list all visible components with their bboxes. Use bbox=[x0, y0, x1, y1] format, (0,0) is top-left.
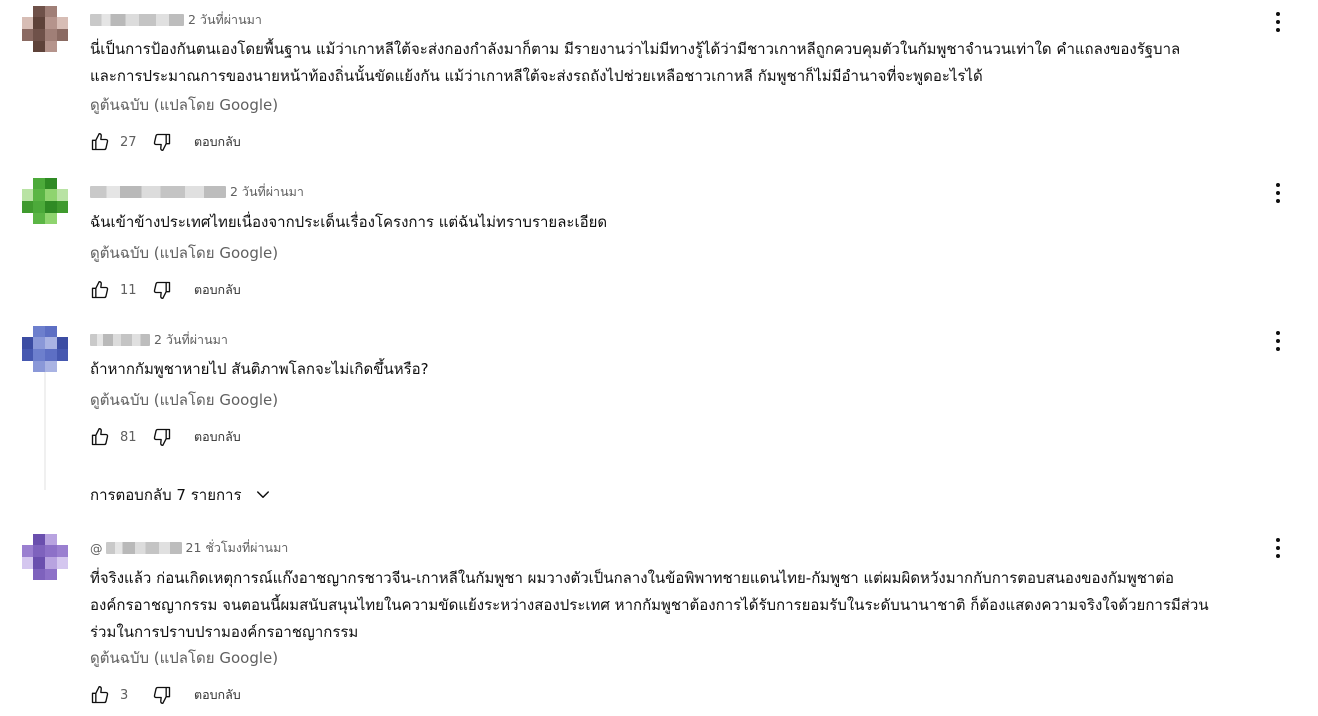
comment-timestamp[interactable]: 2 วันที่ผ่านมา bbox=[230, 184, 304, 199]
comment-text bbox=[90, 565, 1209, 646]
author-name-blurred[interactable] bbox=[106, 542, 182, 554]
comment-text-line: นี่เป็นการป้องกันตนเองโดยพื้นฐาน แม้ว่าเกาหลีใต้จะส่งกองกำลังมาก็ตาม มีรายงานว่าไม่มีทางรู้ได้ว่ามีชาวเกาหลีถูกควบคุมตัวในกัมพูชาจำนวนเท่าใด คำแถลงของรัฐบาล bbox=[90, 40, 1181, 58]
comment-actions bbox=[90, 131, 241, 153]
replies-count-label: การตอบกลับ 7 รายการ bbox=[90, 486, 242, 504]
reply-button[interactable]: ตอบกลับ bbox=[194, 687, 241, 702]
avatar[interactable] bbox=[22, 326, 68, 372]
comment-text bbox=[90, 356, 429, 383]
thumbs-up-icon[interactable] bbox=[90, 280, 110, 300]
reply-button[interactable]: ตอบกลับ bbox=[194, 134, 241, 149]
author-name-blurred[interactable] bbox=[90, 186, 226, 198]
like-count: 27 bbox=[120, 134, 137, 150]
comment-timestamp[interactable]: 2 วันที่ผ่านมา bbox=[154, 332, 228, 347]
avatar[interactable] bbox=[22, 534, 68, 580]
thumbs-down-icon[interactable] bbox=[152, 685, 172, 705]
thumbs-up-icon[interactable] bbox=[90, 132, 110, 152]
thumbs-up-icon[interactable] bbox=[90, 685, 110, 705]
comment-text-line: ที่จริงแล้ว ก่อนเกิดเหตุการณ์แก๊งอาชญากรชาวจีน-เกาหลีในกัมพูชา ผมวางตัวเป็นกลางในข้อพิพาทชายแดนไทย-กัมพูชา แต่ผมผิดหวังมากกับการตอบสนองของกัมพูชาต่อ bbox=[90, 569, 1175, 587]
comment-timestamp[interactable]: 21 ชั่วโมงที่ผ่านมา bbox=[185, 540, 289, 555]
thread-line bbox=[44, 372, 46, 490]
thumbs-down-icon[interactable] bbox=[152, 132, 172, 152]
like-count: 81 bbox=[120, 429, 137, 445]
thumbs-down-icon[interactable] bbox=[152, 280, 172, 300]
like-count: 11 bbox=[120, 282, 137, 298]
comment-header bbox=[90, 11, 262, 29]
comment-text-line: ถ้าหากกัมพูชาหายไป สันติภาพโลกจะไม่เกิดขึ้นหรือ? bbox=[90, 360, 429, 378]
more-vert-icon[interactable] bbox=[1268, 10, 1288, 34]
reply-button[interactable]: ตอบกลับ bbox=[194, 282, 241, 297]
comment-text-line: องค์กรอาชญากรรม จนตอนนี้ผมสนับสนุนไทยในความขัดแย้งระหว่างสองประเทศ หากกัมพูชาต้องการได้รับการยอมรับในระดับนานาชาติ ก็ต้องแสดงความจริงใจด้วยการมีส่วน bbox=[90, 596, 1209, 614]
more-vert-icon[interactable] bbox=[1268, 329, 1288, 353]
author-handle-prefix: @ bbox=[90, 540, 103, 556]
like-count: 3 bbox=[120, 687, 129, 703]
avatar[interactable] bbox=[22, 6, 68, 52]
comment-text bbox=[90, 36, 1180, 90]
comment-text-line: ร่วมในการปราบปรามองค์กรอาชญากรรม bbox=[90, 623, 359, 641]
comment-header bbox=[90, 539, 288, 557]
avatar[interactable] bbox=[22, 178, 68, 224]
comment-header bbox=[90, 331, 228, 349]
reply-button[interactable]: ตอบกลับ bbox=[194, 429, 241, 444]
thumbs-up-icon[interactable] bbox=[90, 427, 110, 447]
comment-text-line: ฉันเข้าข้างประเทศไทยเนื่องจากประเด็นเรื่องโครงการ แต่ฉันไม่ทราบรายละเอียด bbox=[90, 213, 608, 231]
more-vert-icon[interactable] bbox=[1268, 181, 1288, 205]
more-vert-icon[interactable] bbox=[1268, 536, 1288, 560]
comment-text bbox=[90, 209, 607, 236]
author-name-blurred[interactable] bbox=[90, 14, 184, 26]
thumbs-down-icon[interactable] bbox=[152, 427, 172, 447]
see-original-link[interactable]: ดูต้นฉบับ (แปลโดย Google) bbox=[90, 391, 279, 409]
comment-actions bbox=[90, 279, 241, 301]
comment-actions bbox=[90, 426, 241, 448]
see-original-link[interactable]: ดูต้นฉบับ (แปลโดย Google) bbox=[90, 96, 279, 114]
see-original-link[interactable]: ดูต้นฉบับ (แปลโดย Google) bbox=[90, 649, 279, 667]
see-original-link[interactable]: ดูต้นฉบับ (แปลโดย Google) bbox=[90, 244, 279, 262]
view-replies-button[interactable] bbox=[90, 484, 272, 506]
author-name-blurred[interactable] bbox=[90, 334, 150, 346]
comment-actions bbox=[90, 684, 241, 706]
comment-timestamp[interactable]: 2 วันที่ผ่านมา bbox=[188, 12, 262, 27]
chevron-down-icon bbox=[254, 486, 272, 504]
comment-text-line: และการประมาณการของนายหน้าท้องถิ่นนั้นขัดแย้งกัน แม้ว่าเกาหลีใต้จะส่งรถถังไปช่วยเหลือชาวเกาหลี กัมพูชาก็ไม่มีอำนาจที่จะพูดอะไรได้ bbox=[90, 67, 983, 85]
comment-header bbox=[90, 183, 304, 201]
